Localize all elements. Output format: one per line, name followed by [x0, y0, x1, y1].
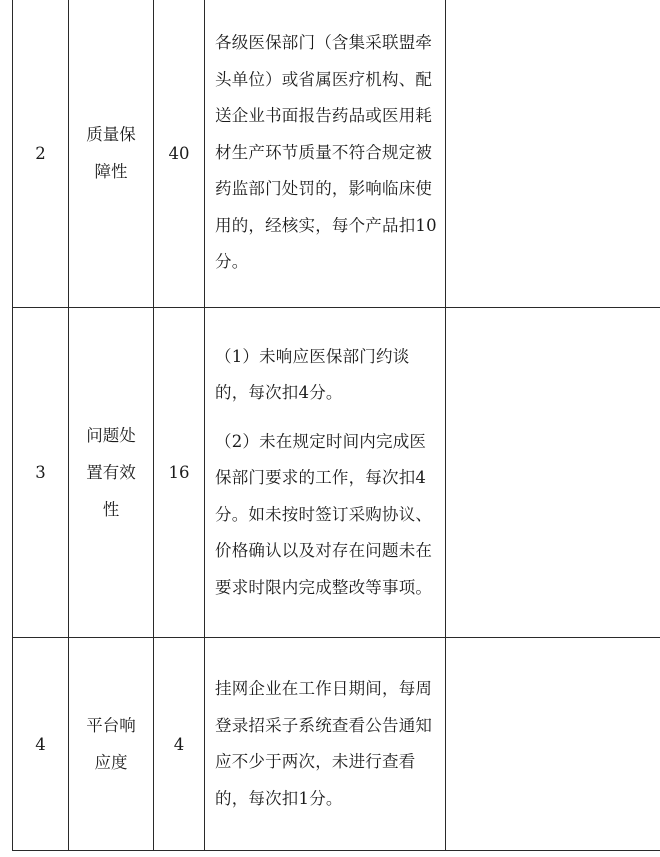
criteria-paragraph: （1）未响应医保部门约谈的，每次扣4分。: [215, 346, 410, 403]
evaluation-item-text: 平台响应度: [86, 716, 136, 772]
evaluation-item: [69, 638, 154, 851]
scoring-table: [12, 0, 660, 851]
table-row: [13, 638, 660, 851]
evaluation-item: [69, 0, 154, 308]
evaluation-item: [69, 308, 154, 638]
score-value: 4: [154, 638, 205, 851]
evaluation-item-text: 问题处置有效性: [86, 426, 136, 519]
remark-cell: [446, 308, 660, 638]
remark-cell: [446, 638, 660, 851]
evaluation-item-text: 质量保障性: [86, 125, 136, 181]
deduction-criteria: [205, 308, 446, 638]
remark-cell: [446, 0, 660, 308]
table-row: [13, 0, 660, 308]
criteria-paragraph: 各级医保部门（含集采联盟牵头单位）或省属医疗机构、配送企业书面报告药品或医用耗材生产环节质量不符合规定被药监部门处罚的，影响临床使用的，经核实，每个产品扣10分。: [215, 33, 437, 272]
score-value: 16: [154, 308, 205, 638]
row-number: 4: [13, 638, 69, 851]
criteria-paragraph: 挂网企业在工作日期间，每周登录招采子系统查看公告通知应不少于两次，未进行查看的，每次扣1分。: [215, 679, 433, 808]
row-number: 2: [13, 0, 69, 308]
table-row: [13, 308, 660, 638]
criteria-paragraph: （2）未在规定时间内完成医保部门要求的工作，每次扣4分。如未按时签订采购协议、价格确认以及对存在问题未在要求时限内完成整改等事项。: [215, 431, 433, 597]
score-value: 40: [154, 0, 205, 308]
deduction-criteria: [205, 0, 446, 308]
deduction-criteria: [205, 638, 446, 851]
row-number: 3: [13, 308, 69, 638]
